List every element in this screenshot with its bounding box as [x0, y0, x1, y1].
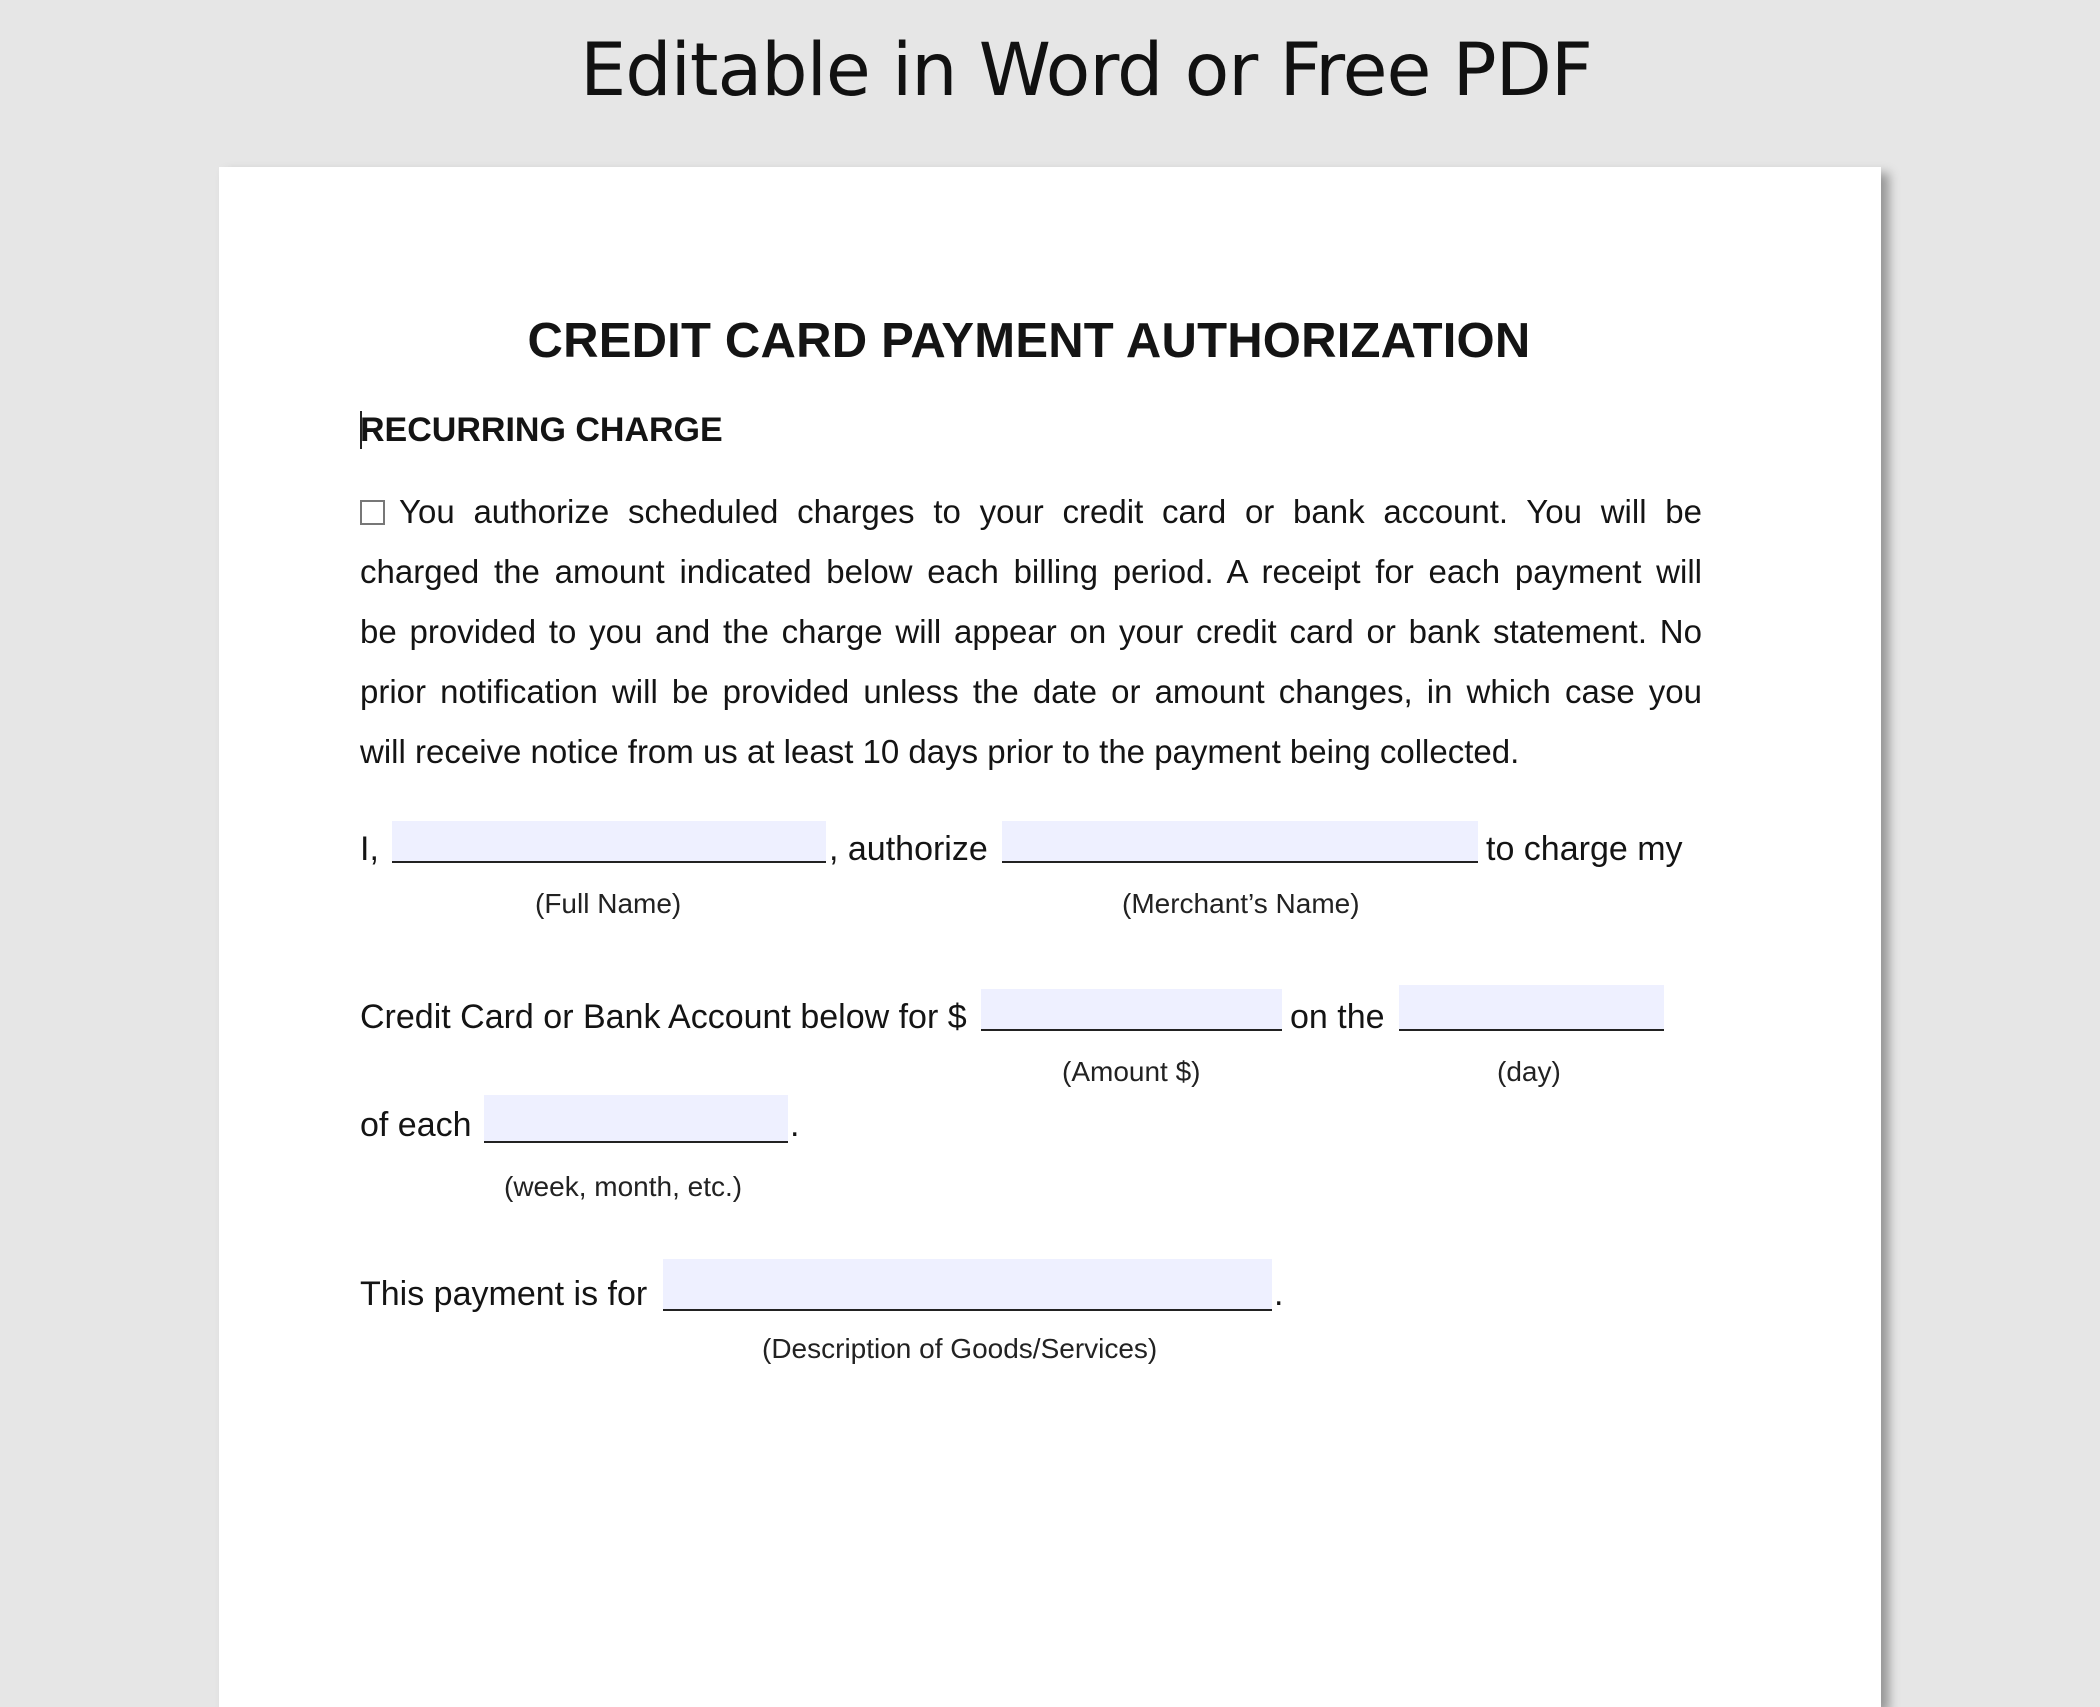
- paragraph-line-3: be provided to you and the charge will appear on your credit card or bank statement. No: [360, 613, 1702, 650]
- line1-prefix: I,: [360, 830, 379, 868]
- line3-suffix: .: [790, 1106, 800, 1144]
- description-field[interactable]: [663, 1259, 1272, 1311]
- paragraph-line-1-text: You authorize scheduled charges to your credit card or bank account. You will be: [399, 493, 1702, 530]
- line3-prefix: of each: [360, 1106, 472, 1144]
- merchant-name-caption: (Merchant’s Name): [1122, 888, 1360, 919]
- period-caption: (week, month, etc.): [504, 1171, 743, 1202]
- line1-suffix: to charge my: [1486, 830, 1683, 868]
- amount-caption: (Amount $): [1062, 1056, 1201, 1087]
- description-caption: (Description of Goods/Services): [762, 1333, 1158, 1364]
- line1-middle: , authorize: [829, 830, 988, 868]
- full-name-caption: (Full Name): [535, 888, 682, 919]
- day-caption: (day): [1497, 1056, 1561, 1087]
- amount-field[interactable]: [981, 989, 1282, 1031]
- paragraph-line-2: charged the amount indicated below each billing period. A receipt for each payment will: [360, 553, 1702, 590]
- merchant-name-field[interactable]: [1002, 821, 1478, 863]
- banner-heading: Editable in Word or Free PDF: [580, 28, 1592, 113]
- section-heading: RECURRING CHARGE: [360, 411, 723, 449]
- paragraph-line-5: will receive notice from us at least 10 days prior to the payment being collected.: [360, 733, 1520, 770]
- form-title: CREDIT CARD PAYMENT AUTHORIZATION: [527, 314, 1531, 368]
- authorization-paragraph: [360, 482, 1702, 782]
- document-page: [219, 167, 1881, 1707]
- line2-prefix: Credit Card or Bank Account below for $: [360, 998, 967, 1036]
- line2-middle: on the: [1290, 998, 1385, 1036]
- full-name-field[interactable]: [392, 821, 826, 863]
- paragraph-line-4: prior notification will be provided unless the date or amount changes, in which case you: [360, 673, 1702, 710]
- day-field[interactable]: [1399, 985, 1664, 1031]
- paragraph-line-1: [360, 482, 1702, 542]
- line4-suffix: .: [1274, 1275, 1284, 1313]
- recurring-charge-checkbox[interactable]: [360, 500, 385, 525]
- line4-prefix: This payment is for: [360, 1275, 648, 1313]
- period-field[interactable]: [484, 1095, 788, 1143]
